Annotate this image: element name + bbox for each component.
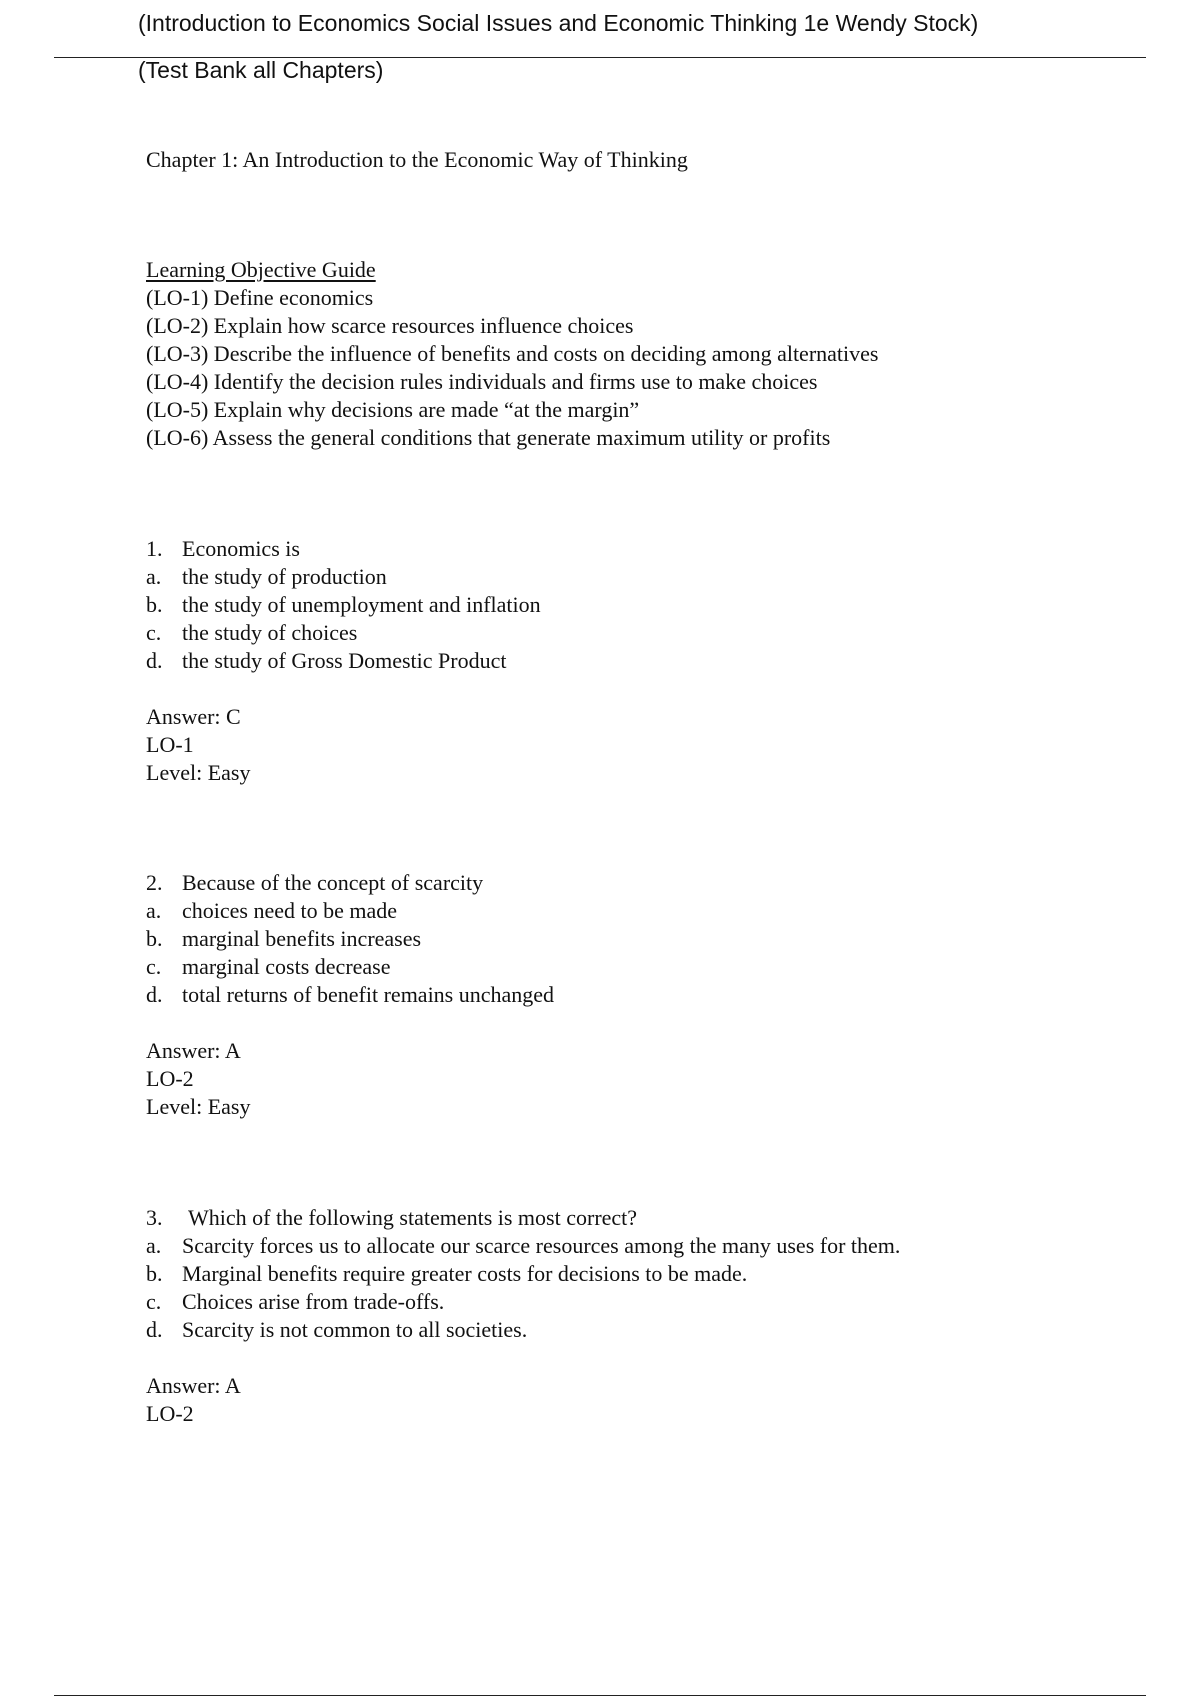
learning-objective-item: (LO-3) Describe the influence of benefits and costs on deciding among alternatives	[146, 341, 879, 366]
answer-option-c	[146, 1288, 900, 1316]
question-3	[146, 1204, 900, 1428]
option-letter: a.	[146, 1233, 162, 1258]
learning-objective-item: (LO-2) Explain how scarce resources influence choices	[146, 313, 634, 338]
answer-option-d	[146, 647, 541, 675]
answer-option-c	[146, 953, 554, 981]
learning-objective-item: (LO-6) Assess the general conditions that generate maximum utility or profits	[146, 425, 831, 450]
option-letter: c.	[146, 954, 162, 979]
option-letter: d.	[146, 1317, 163, 1342]
option-text: choices need to be made	[182, 898, 398, 923]
option-letter: a.	[146, 564, 162, 589]
question-number: 3.	[146, 1205, 163, 1230]
option-text: total returns of benefit remains unchanged	[182, 982, 555, 1007]
option-letter: b.	[146, 926, 163, 951]
answer-option-b	[146, 591, 541, 619]
answer-option-a	[146, 563, 541, 591]
option-text: the study of choices	[182, 620, 358, 645]
option-letter: b.	[146, 592, 163, 617]
learning-objective-item: (LO-1) Define economics	[146, 285, 374, 310]
question-text: Economics is	[182, 536, 300, 561]
question-answer: Answer: C	[146, 704, 241, 729]
option-letter: d.	[146, 648, 163, 673]
option-text: marginal costs decrease	[182, 954, 391, 979]
option-letter: c.	[146, 620, 162, 645]
question-2	[146, 869, 554, 1121]
question-answer: Answer: A	[146, 1373, 241, 1398]
learning-objective-guide	[146, 256, 878, 452]
option-text: Scarcity is not common to all societies.	[182, 1317, 528, 1342]
answer-option-b	[146, 1260, 900, 1288]
answer-option-b	[146, 925, 554, 953]
option-text: Scarcity forces us to allocate our scarce resources among the many uses for them.	[182, 1233, 901, 1258]
chapter-title: Chapter 1: An Introduction to the Economic Way of Thinking	[146, 147, 688, 172]
question-number: 2.	[146, 870, 163, 895]
option-letter: b.	[146, 1261, 163, 1286]
question-learning-objective: LO-2	[146, 1401, 194, 1426]
document-header-title: (Introduction to Economics Social Issues and Economic Thinking 1e Wendy Stock)	[138, 10, 979, 36]
question-stem	[146, 1204, 900, 1232]
learning-objective-heading: Learning Objective Guide	[146, 257, 376, 282]
option-letter: c.	[146, 1289, 162, 1314]
option-text: marginal benefits increases	[182, 926, 422, 951]
option-letter: a.	[146, 898, 162, 923]
option-text: the study of unemployment and inflation	[182, 592, 541, 617]
answer-option-d	[146, 1316, 900, 1344]
learning-objective-item: (LO-5) Explain why decisions are made “at the margin”	[146, 397, 640, 422]
learning-objective-item: (LO-4) Identify the decision rules individuals and firms use to make choices	[146, 369, 818, 394]
question-text: Which of the following statements is most correct?	[188, 1205, 638, 1230]
question-level: Level: Easy	[146, 760, 251, 785]
question-learning-objective: LO-2	[146, 1066, 194, 1091]
question-number: 1.	[146, 536, 163, 561]
question-1	[146, 535, 541, 787]
answer-option-a	[146, 897, 554, 925]
option-text: the study of production	[182, 564, 387, 589]
question-stem	[146, 535, 541, 563]
question-stem	[146, 869, 554, 897]
question-answer: Answer: A	[146, 1038, 241, 1063]
option-text: Marginal benefits require greater costs for decisions to be made.	[182, 1261, 748, 1286]
option-letter: d.	[146, 982, 163, 1007]
answer-option-c	[146, 619, 541, 647]
option-text: Choices arise from trade-offs.	[182, 1289, 445, 1314]
option-text: the study of Gross Domestic Product	[182, 648, 507, 673]
answer-option-a	[146, 1232, 900, 1260]
question-level: Level: Easy	[146, 1094, 251, 1119]
document-header-subtitle: (Test Bank all Chapters)	[138, 57, 384, 83]
answer-option-d	[146, 981, 554, 1009]
question-learning-objective: LO-1	[146, 732, 194, 757]
footer-divider	[54, 1695, 1146, 1696]
question-text: Because of the concept of scarcity	[182, 870, 484, 895]
